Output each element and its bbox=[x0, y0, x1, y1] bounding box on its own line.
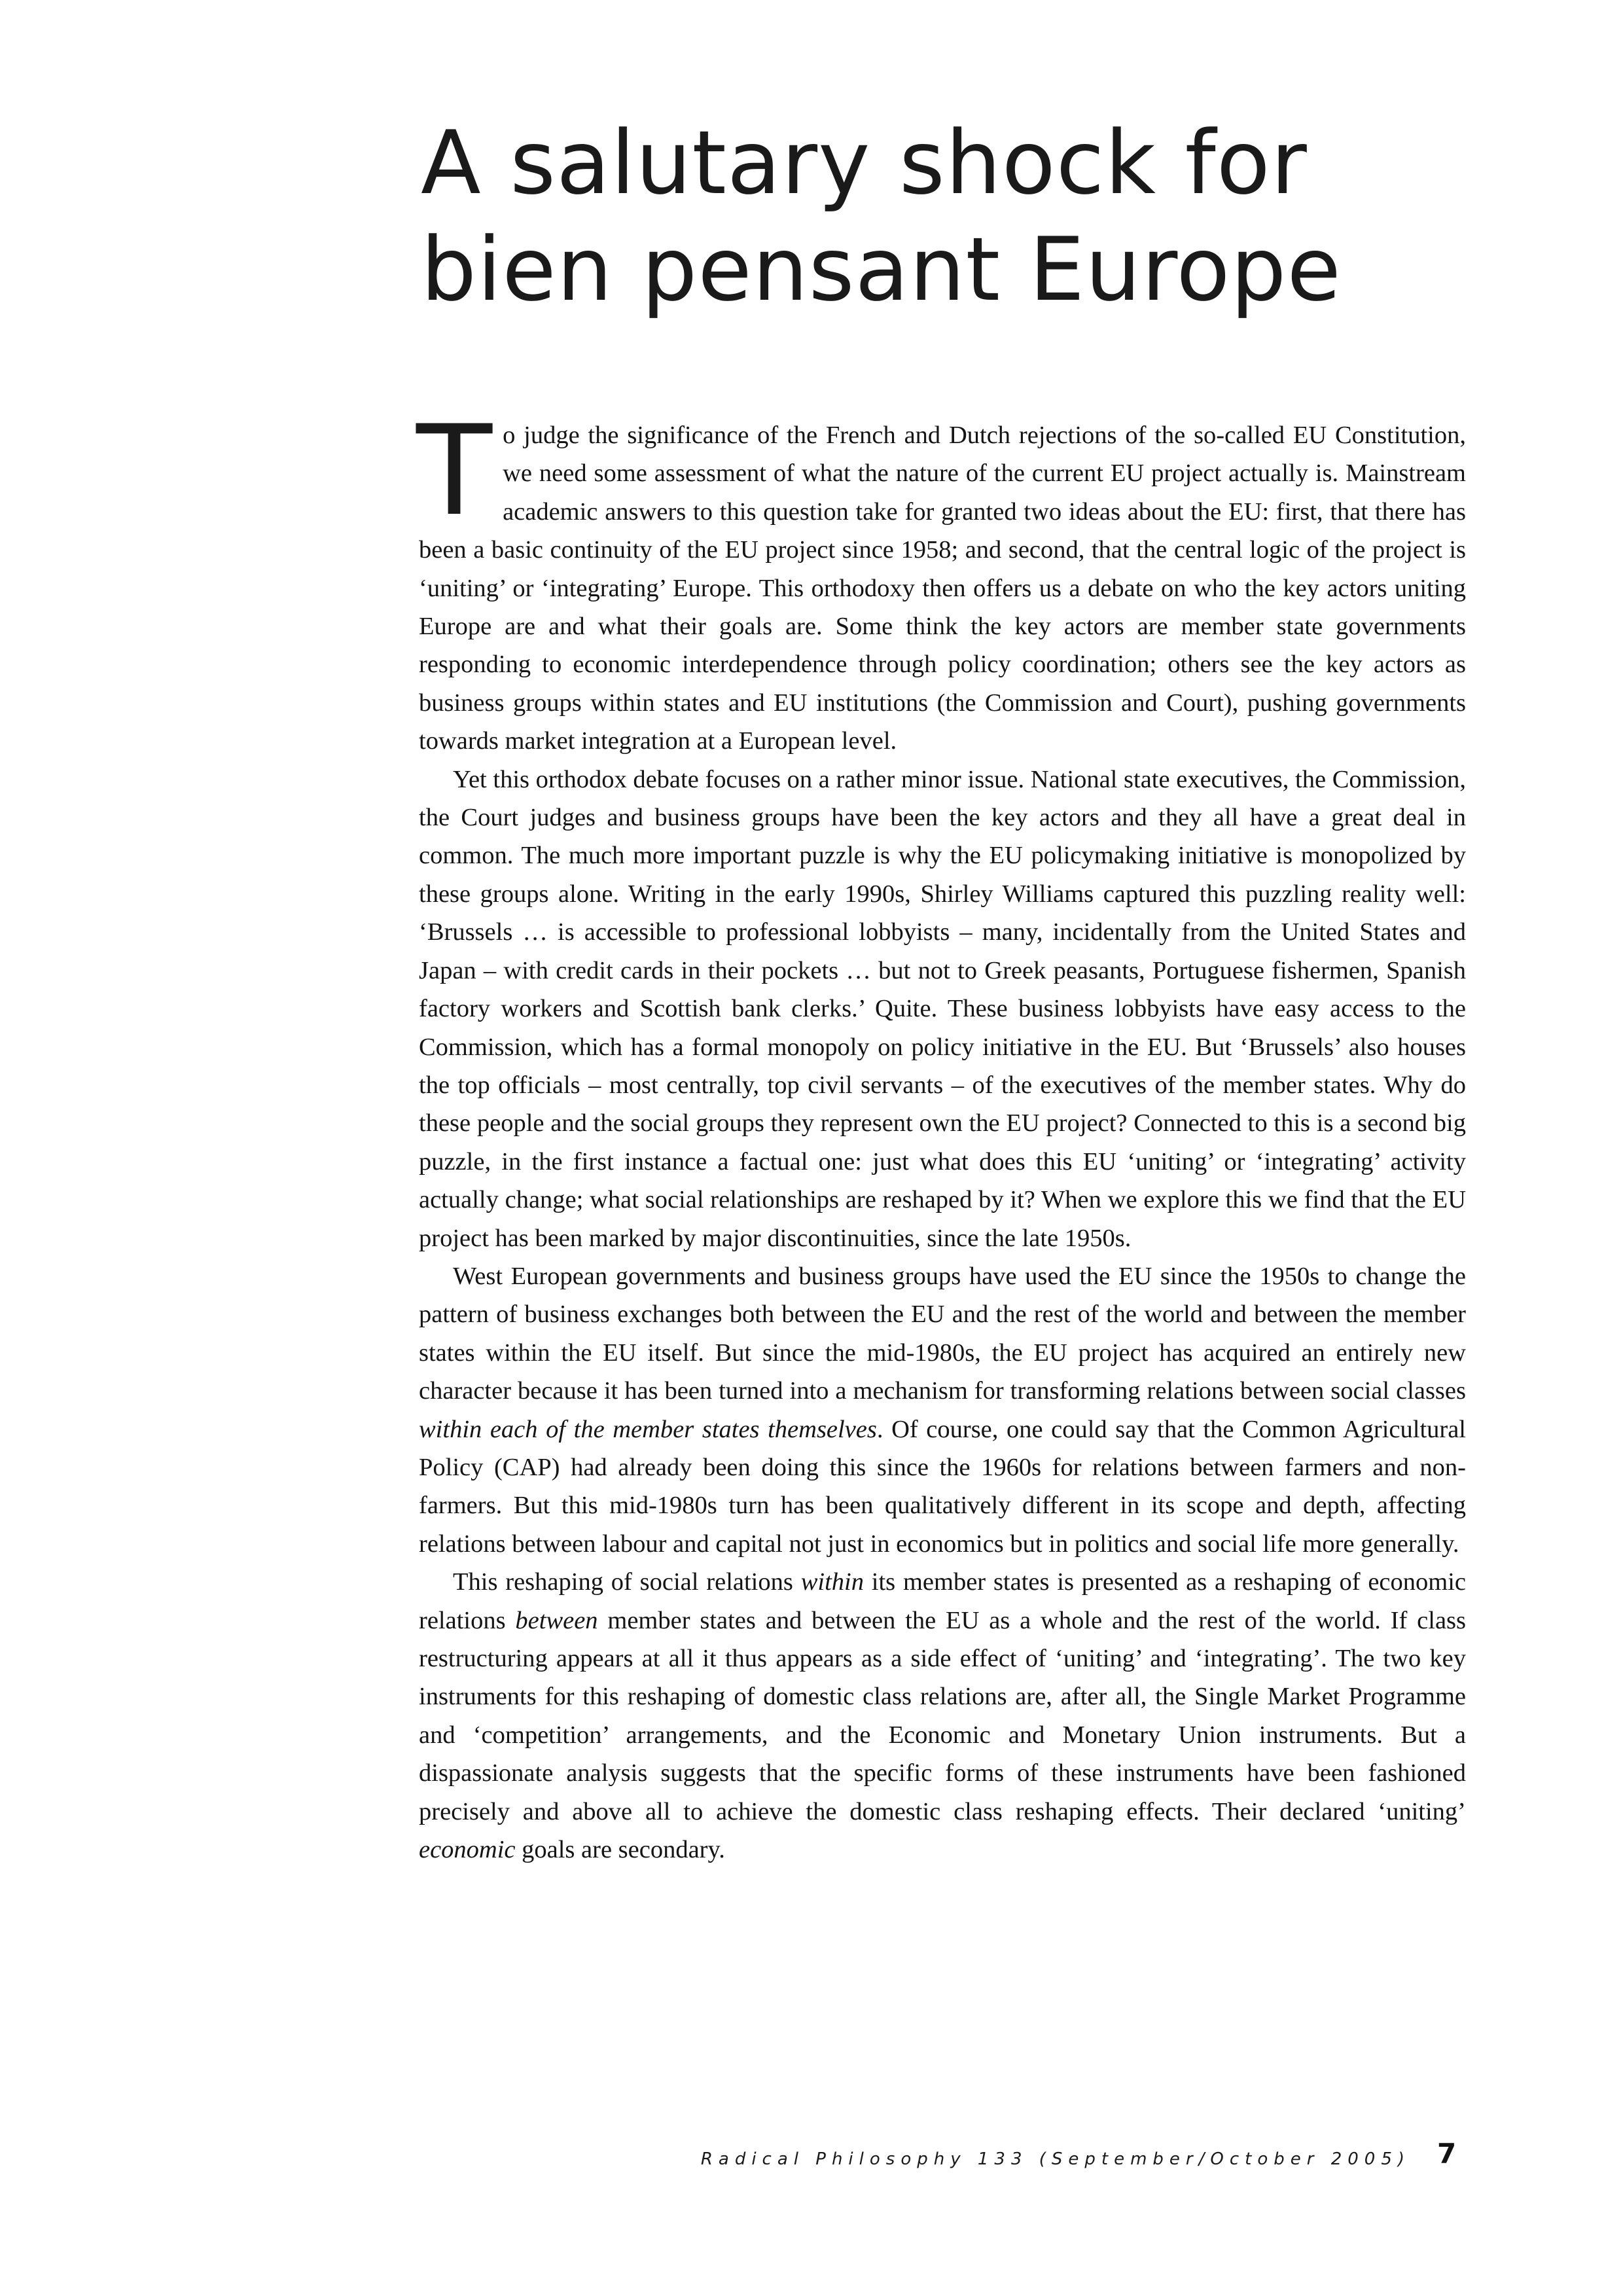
journal-citation: Radical Philosophy 133 (September/October 2005) bbox=[700, 2149, 1410, 2169]
paragraph-4-text-b: its member states is presented as a reshaping of economic relations bbox=[419, 1568, 1466, 1634]
paragraph-3-text-b: . Of course, one could say that the Common Agricultural Policy (CAP) had already been doing this since the 1960s for relations between farmers and non-farmers. But this mid-1980s turn has been qualitatively different in its scope and depth, affecting relations between labour and capital not just in economics but in politics and social life more generally. bbox=[419, 1415, 1466, 1558]
title-line-1: A salutary shock for bbox=[421, 112, 1308, 214]
paragraph-2: Yet this orthodox debate focuses on a rather minor issue. National state executives, the Commission, the Court judges and business groups have been the key actors and they all have a great deal in common. The much more important puzzle is why the EU policymaking initiative is monopolized by these groups alone. Writing in the early 1990s, Shirley Williams captured this puzzling reality well: ‘Brussels … is accessible to professional lobbyists – many, incidentally from the United States and Japan – with credit cards in their pockets … but not to Greek peasants, Portuguese fishermen, Spanish factory workers and Scottish bank clerks.’ Quite. These business lobbyists have easy access to the Commission, which has a formal monopoly on policy initiative in the EU. But ‘Brussels’ also houses the top officials – most centrally, top civil servants – of the executives of the member states. Why do these people and the social groups they represent own the EU project? Connected to this is a second big puzzle, in the first instance a factual one: just what does this EU ‘uniting’ or ‘integrating’ activity actually change; what social relationships are reshaped by it? When we explore this we find that the EU project has been marked by major discontinuities, since the late 1950s. bbox=[419, 765, 1466, 1252]
paragraph-3 bbox=[419, 1257, 1466, 1563]
paragraph-4-text-c: member states and between the EU as a whole and the rest of the world. If class restructuring appears at all it thus appears as a side effect of ‘uniting’ and ‘integrating’. The two key instruments for this reshaping of domestic class relations are, after all, the Single Market Programme and ‘competition’ arrangements, and the Economic and Monetary Union instruments. But a dispassionate analysis suggests that the specific forms of these instruments have been fashioned precisely and above all to achieve the domestic class reshaping effects. Their declared ‘uniting’ bbox=[419, 1606, 1466, 1825]
paragraph-1 bbox=[416, 399, 1466, 761]
paragraph-3-emphasis: within each of the member states themselves bbox=[419, 1415, 877, 1443]
article-title bbox=[421, 110, 1533, 323]
paragraph-4-emphasis-economic: economic bbox=[419, 1836, 516, 1864]
drop-cap: T bbox=[416, 399, 493, 543]
paragraph-3-text-a: West European governments and business groups have used the EU since the 1950s to change the pattern of business exchanges both between the EU and the rest of the world and between the member states within the EU itself. But since the mid-1980s, the EU project has acquired an entirely new character because it has been turned into a mechanism for transforming relations between social classes bbox=[419, 1262, 1466, 1405]
paragraph-4-text-d: goals are secondary. bbox=[515, 1836, 725, 1864]
paragraph-1-text: o judge the significance of the French and Dutch rejections of the so-called EU Constitution, we need some assessment of what the nature of the current EU project actually is. Mainstream academic answers to this question take for granted two ideas about the EU: first, that there has been a basic continuity of the EU project since 1958; and second, that the central logic of the project is ‘uniting’ or ‘integrating’ Europe. This orthodoxy then offers us a debate on who the key actors uniting Europe are and what their goals are. Some think the key actors are member state governments responding to economic interdependence through policy coordination; others see the key actors as business groups within states and EU institutions (the Commission and Court), pushing governments towards market integration at a European level. bbox=[419, 422, 1466, 755]
page-number: 7 bbox=[1437, 2138, 1457, 2170]
paragraph-4-text-a: This reshaping of social relations bbox=[453, 1568, 801, 1596]
title-line-2: bien pensant Europe bbox=[421, 219, 1342, 321]
paragraph-4 bbox=[419, 1563, 1466, 1869]
paragraph-4-emphasis-within: within bbox=[800, 1568, 864, 1596]
article-body bbox=[416, 399, 1466, 1869]
paragraph-4-emphasis-between: between bbox=[515, 1606, 598, 1634]
